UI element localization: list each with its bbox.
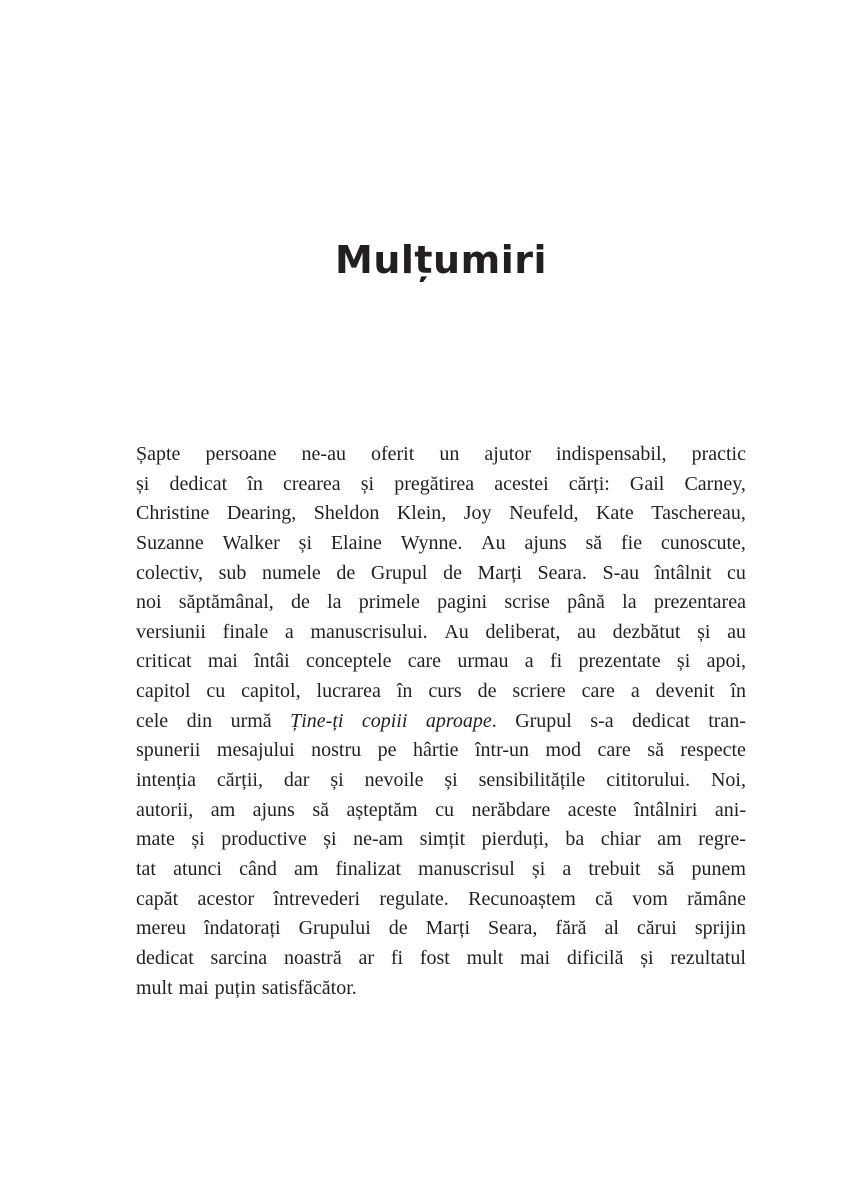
- word: cele: [136, 709, 169, 732]
- word: noi: [136, 591, 162, 614]
- body-line: [136, 470, 746, 500]
- word: acestor: [197, 887, 255, 910]
- word: săptămânal,: [178, 591, 274, 614]
- word: regre-: [698, 828, 746, 851]
- word: a: [524, 650, 534, 673]
- word: mereu: [136, 917, 186, 940]
- word: atunci: [173, 857, 222, 880]
- word: mai: [520, 946, 551, 969]
- word: au: [727, 620, 746, 643]
- body-line: [136, 499, 746, 529]
- word: am: [210, 798, 236, 821]
- body-paragraph: [136, 440, 746, 1003]
- word: întrevederi: [273, 887, 361, 910]
- word: practic: [691, 443, 746, 465]
- word: capitol,: [241, 680, 301, 703]
- word: Grupul: [515, 709, 572, 732]
- word: Walker: [222, 531, 280, 554]
- word: aproape.: [425, 709, 497, 732]
- word: întâlnit: [654, 561, 712, 584]
- word: întâi: [254, 650, 290, 673]
- word: rezultatul: [670, 946, 746, 969]
- word: simțit: [419, 828, 466, 851]
- word: cititorului.: [606, 769, 691, 792]
- word: spunerii: [136, 739, 201, 762]
- word: finale: [222, 620, 269, 643]
- body-line: [136, 588, 746, 618]
- word: fără: [555, 917, 587, 940]
- word: cărții,: [216, 769, 263, 792]
- word: Seara.: [537, 561, 587, 584]
- word: când: [239, 857, 277, 880]
- word: mate: [136, 828, 175, 851]
- word: noastră: [283, 946, 342, 969]
- word: Șapte: [136, 443, 181, 465]
- word: cărți:: [568, 472, 610, 495]
- word: într-un: [474, 739, 530, 762]
- word: de: [336, 561, 356, 584]
- word: fie: [620, 531, 643, 554]
- body-line: [136, 677, 746, 707]
- word: al: [604, 917, 619, 940]
- word: și: [330, 769, 344, 792]
- word: pregătirea: [394, 472, 475, 495]
- word: la: [622, 591, 637, 614]
- body-line: [136, 440, 746, 470]
- word: puțin: [214, 976, 256, 999]
- word: ajuns: [252, 798, 295, 821]
- word: sprijin: [694, 917, 746, 940]
- word: Klein,: [396, 502, 447, 525]
- body-line: [136, 736, 746, 766]
- word: în: [730, 680, 746, 703]
- word: întâlniri: [634, 798, 698, 821]
- word: dificilă: [566, 946, 624, 969]
- word: Au: [444, 620, 469, 643]
- word: în: [396, 680, 413, 703]
- word: mai: [207, 650, 238, 673]
- word: lucrarea: [316, 680, 381, 703]
- body-line: [136, 855, 746, 885]
- word: și: [676, 650, 691, 673]
- word: criticat: [136, 650, 192, 673]
- word: de: [443, 561, 462, 584]
- word: care: [581, 680, 615, 703]
- body-line: [136, 529, 746, 559]
- word: pe: [377, 739, 397, 762]
- word: să: [312, 798, 329, 821]
- word: Taschereau,: [651, 502, 746, 525]
- word: Grupului: [298, 917, 371, 940]
- word: s-a: [590, 709, 614, 732]
- word: și: [444, 769, 458, 792]
- word: mult: [136, 976, 173, 999]
- word: nevoile: [364, 769, 424, 792]
- word: așteptăm: [346, 798, 418, 821]
- word: Suzanne: [136, 531, 204, 554]
- body-line: [136, 825, 746, 855]
- word: urmă: [230, 709, 272, 732]
- word: nerăbdare: [471, 798, 551, 821]
- word: punem: [691, 857, 746, 880]
- word: curs: [428, 680, 462, 703]
- word: dedicat: [136, 946, 194, 969]
- word: și: [531, 857, 546, 880]
- word: și: [697, 620, 711, 643]
- word: prezentate: [578, 650, 661, 673]
- body-line: [136, 618, 746, 648]
- word: deliberat,: [485, 620, 561, 643]
- body-line: [136, 766, 746, 796]
- word: trebuit: [588, 857, 641, 880]
- word: și: [298, 531, 313, 554]
- word: cărui: [636, 917, 677, 940]
- body-line: [136, 914, 746, 944]
- word: tran-: [708, 709, 746, 732]
- word: au: [577, 620, 596, 643]
- word: satisfăcător.: [261, 976, 357, 999]
- word: care: [597, 739, 631, 762]
- word: dar: [283, 769, 310, 792]
- body-line: [136, 707, 746, 737]
- word: un: [439, 443, 460, 465]
- word: mod: [545, 739, 582, 762]
- word: ne-am: [353, 828, 404, 851]
- word: mult: [466, 946, 504, 969]
- word: vom: [632, 887, 668, 910]
- word: cu: [435, 798, 454, 821]
- word: a: [284, 620, 294, 643]
- word: ani-: [714, 798, 746, 821]
- word: copiii: [361, 709, 408, 732]
- body-line: [136, 974, 746, 1004]
- word: Noi,: [710, 769, 746, 792]
- word: finalizat: [335, 857, 402, 880]
- word: cu: [726, 561, 746, 584]
- word: apoi,: [706, 650, 746, 673]
- word: acestei: [494, 472, 549, 495]
- word: ba: [565, 828, 585, 851]
- word: manuscrisului.: [310, 620, 428, 643]
- word: Au: [481, 531, 506, 554]
- word: scrise: [504, 591, 550, 614]
- word: dedicat: [632, 709, 690, 732]
- word: conceptele: [305, 650, 392, 673]
- word: ne-au: [301, 443, 346, 465]
- word: dezbătut: [612, 620, 681, 643]
- word: Ține-ți: [290, 709, 344, 732]
- word: pagini: [437, 591, 488, 614]
- word: persoane: [205, 443, 277, 465]
- word: și: [323, 828, 337, 851]
- word: a: [630, 680, 640, 703]
- body-line: [136, 559, 746, 589]
- word: devenit: [655, 680, 715, 703]
- body-line: [136, 944, 746, 974]
- word: Elaine: [330, 531, 382, 554]
- word: Marți: [425, 917, 471, 940]
- word: colectiv,: [136, 561, 204, 584]
- word: de: [291, 591, 310, 614]
- word: Neufeld,: [509, 502, 579, 525]
- word: pierduți,: [481, 828, 549, 851]
- word: hârtie: [412, 739, 459, 762]
- word: versiunii: [136, 620, 206, 643]
- word: aceste: [567, 798, 617, 821]
- word: Recunoaștem: [468, 887, 576, 910]
- word: autorii,: [136, 798, 194, 821]
- word: care: [407, 650, 442, 673]
- word: de: [388, 917, 408, 940]
- body-line: [136, 796, 746, 826]
- word: tat: [136, 857, 156, 880]
- word: manuscrisul: [418, 857, 515, 880]
- word: scriere: [512, 680, 566, 703]
- word: Kate: [595, 502, 634, 525]
- word: productive: [221, 828, 307, 851]
- word: fi: [549, 650, 563, 673]
- word: oferit: [370, 443, 415, 465]
- word: cu: [206, 680, 226, 703]
- word: am: [293, 857, 319, 880]
- word: din: [186, 709, 213, 732]
- chapter-title: Mulțumiri: [335, 238, 547, 282]
- word: și: [136, 472, 150, 495]
- word: sarcina: [210, 946, 268, 969]
- body-line: [136, 647, 746, 677]
- word: în: [247, 472, 263, 495]
- word: Wynne.: [400, 531, 463, 554]
- word: fi: [390, 946, 404, 969]
- word: Seara,: [488, 917, 538, 940]
- word: mesajului: [216, 739, 295, 762]
- word: îndatorați: [203, 917, 281, 940]
- word: prezentarea: [653, 591, 746, 614]
- word: urmau: [457, 650, 509, 673]
- word: de: [477, 680, 497, 703]
- word: mai: [178, 976, 209, 999]
- word: și: [640, 946, 654, 969]
- word: Carney,: [684, 472, 746, 495]
- word: Grupul: [370, 561, 428, 584]
- word: și: [360, 472, 375, 495]
- word: cunoscute,: [660, 531, 746, 554]
- word: Dearing,: [226, 502, 297, 525]
- word: numele: [261, 561, 321, 584]
- word: și: [191, 828, 205, 851]
- word: indispensabil,: [556, 443, 667, 465]
- word: sensibilitățile: [478, 769, 586, 792]
- word: fost: [419, 946, 450, 969]
- word: primele: [358, 591, 420, 614]
- word: crearea: [282, 472, 341, 495]
- word: dedicat: [169, 472, 228, 495]
- word: a: [562, 857, 572, 880]
- word: ar: [358, 946, 375, 969]
- body-line: [136, 885, 746, 915]
- word: la: [327, 591, 342, 614]
- word: până: [567, 591, 605, 614]
- word: să: [647, 739, 664, 762]
- word: capitol: [136, 680, 191, 703]
- word: nostru: [311, 739, 362, 762]
- word: Joy: [463, 502, 492, 525]
- word: Marți: [477, 561, 522, 584]
- word: regulate.: [379, 887, 449, 910]
- word: intenția: [136, 769, 196, 792]
- word: am: [657, 828, 682, 851]
- word: că: [595, 887, 613, 910]
- word: S-au: [602, 561, 640, 584]
- word: ajuns: [524, 531, 567, 554]
- word: Sheldon: [313, 502, 380, 525]
- word: să: [657, 857, 675, 880]
- word: Christine: [136, 502, 210, 525]
- word: chiar: [600, 828, 641, 851]
- word: să: [585, 531, 603, 554]
- word: ajutor: [484, 443, 531, 465]
- word: sub: [218, 561, 247, 584]
- word: capăt: [136, 887, 179, 910]
- word: Gail: [629, 472, 665, 495]
- word: respecte: [680, 739, 746, 762]
- word: rămâne: [687, 887, 746, 910]
